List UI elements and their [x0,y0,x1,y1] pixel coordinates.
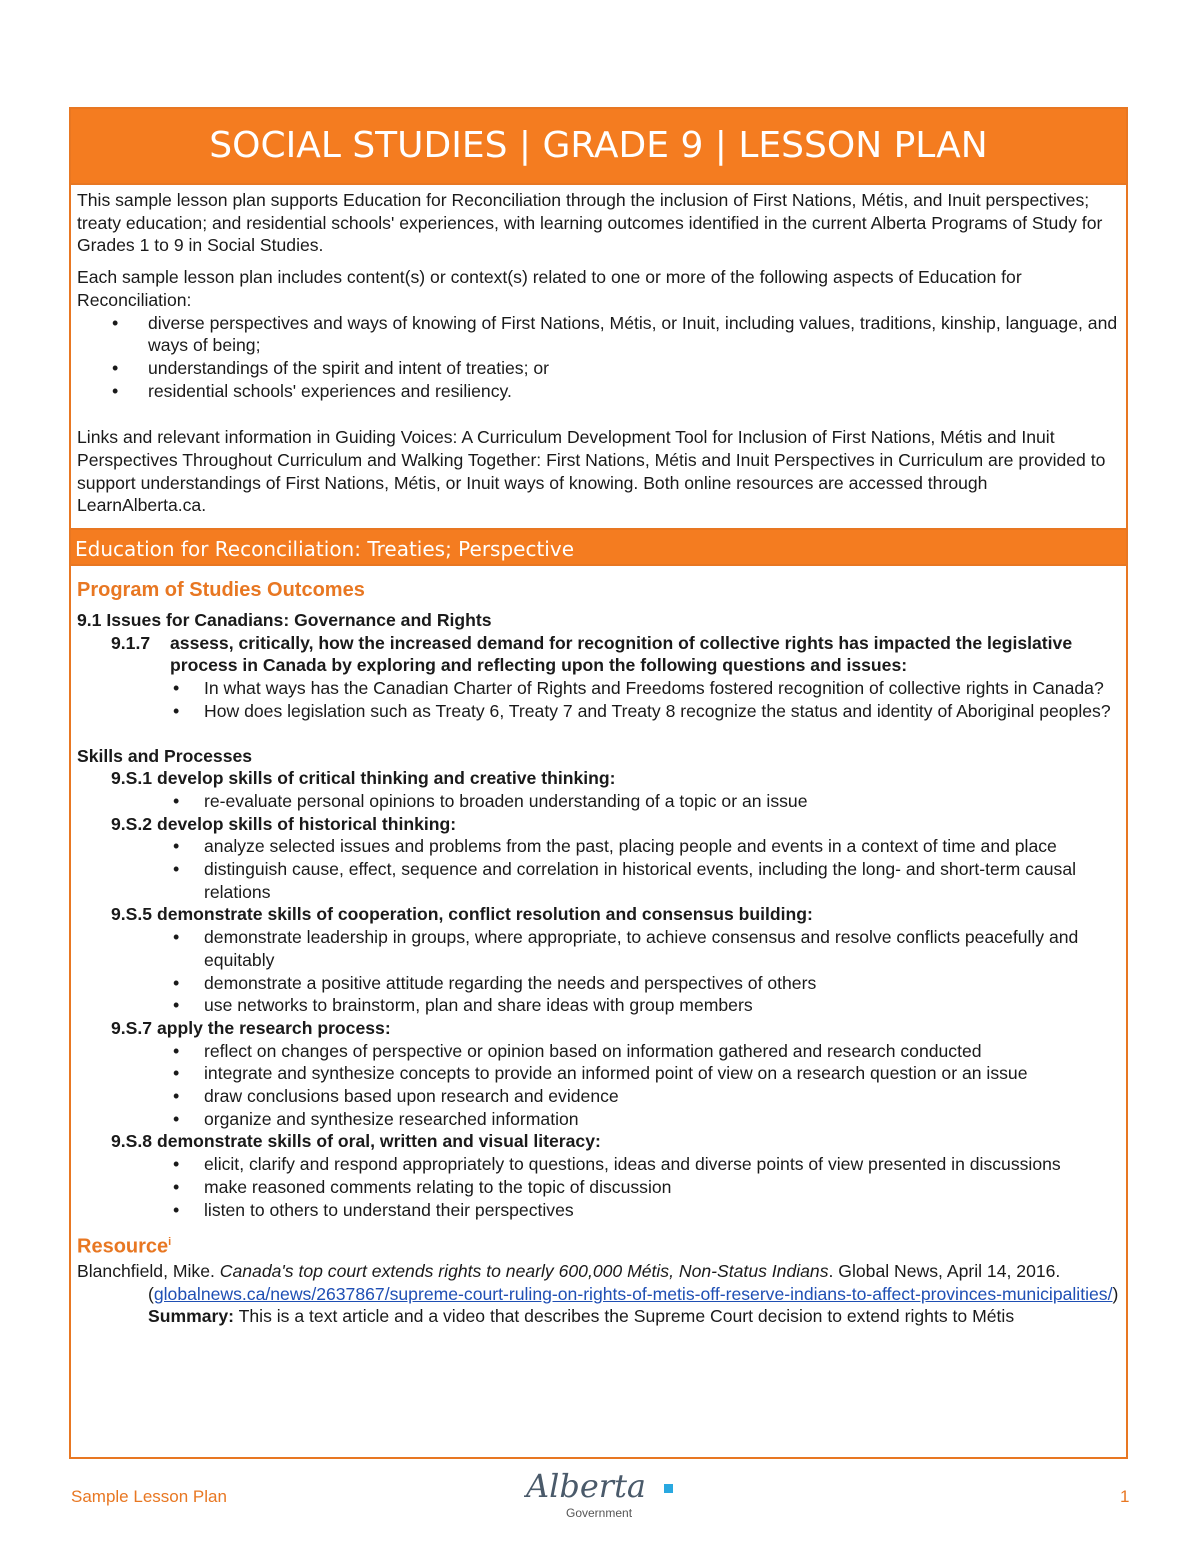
skill-group-list [77,1040,1120,1131]
list-item: • demonstrate a positive attitude regarding the needs and perspectives of others [77,972,1120,995]
skill-group-title: 9.S.2 develop skills of historical thinking: [111,813,457,834]
list-item: • analyze selected issues and problems from the past, placing people and events in a context of time and place [77,835,1120,858]
footer-label: Sample Lesson Plan [71,1487,227,1506]
main-content [77,577,1120,1328]
skill-group-title: 9.S.8 demonstrate skills of oral, written and visual literacy: [111,1131,601,1152]
list-item: • reflect on changes of perspective or opinion based on information gathered and research conducted [77,1040,1120,1063]
section-header: Education for Reconciliation: Treaties; Perspective [71,528,1126,566]
outcome-text: assess, critically, how the increased demand for recognition of collective rights has impacted the legislative process in Canada by exploring and reflecting upon the following questions and issues: [170,632,1073,676]
skill-group-title: 9.S.5 demonstrate skills of cooperation, conflict resolution and consensus building: [111,904,813,925]
summary-label: Summary: [148,1306,235,1327]
skill-group-list [77,1153,1120,1221]
list-item: • understandings of the spirit and intent of treaties; or [77,357,1120,380]
list-item: • listen to others to understand their perspectives [77,1199,1120,1222]
list-item: • elicit, clarify and respond appropriately to questions, ideas and diverse points of view presented in discussions [77,1153,1120,1176]
skill-group-list [77,926,1120,1017]
resource-heading: Resource$^i$ [77,1235,172,1258]
aspects-list [77,312,1120,403]
unit-title: 9.1 Issues for Canadians: Governance and Rights [77,610,492,630]
citation-source: . Global News, April 14, 2016. ( [148,1260,1061,1304]
intro-paragraph-3: Links and relevant information in Guiding Voices: A Curriculum Development Tool for Inclusion of First Nations, Métis and Inuit Perspectives Throughout Curriculum and Walking Together: First Nations, Métis and Inuit Perspectives in Curriculum are provided to support understandings of First Nations, Métis, or Inuit ways of knowing. Both online resources are accessed through LearnAlberta.ca. [77,427,1106,516]
list-item: • In what ways has the Canadian Charter of Rights and Freedoms fostered recognition of collective rights in Canada? [77,677,1120,700]
list-item: • distinguish cause, effect, sequence and correlation in historical events, including the long- and short-term causal relations [77,858,1120,903]
list-item: • draw conclusions based upon research and evidence [77,1085,1120,1108]
skill-group-list [77,835,1120,903]
page-title: SOCIAL STUDIES | GRADE 9 | LESSON PLAN [71,109,1126,185]
list-item: • demonstrate leadership in groups, where appropriate, to achieve consensus and resolve conflicts peacefully and equitably [77,926,1120,971]
list-item: • How does legislation such as Treaty 6, Treaty 7 and Treaty 8 recognize the status and identity of Aboriginal peoples? [77,700,1120,723]
logo-word: Alberta [526,1467,646,1505]
intro-paragraph-1: This sample lesson plan supports Education for Reconciliation through the inclusion of First Nations, Métis, and Inuit perspectives; treaty education; and residential schools' experiences, with learning outcomes identified in the current Alberta Programs of Study for Grades 1 to 9 in Social Studies. [77,190,1103,256]
lesson-plan-frame [69,107,1128,1459]
alberta-logo [524,1467,684,1523]
citation-close: ) [1112,1283,1119,1304]
list-item: • use networks to brainstorm, plan and share ideas with group members [77,994,1120,1017]
skill-group-title: 9.S.7 apply the research process: [111,1017,391,1038]
logo-sub: Government [566,1506,633,1520]
list-item: • diverse perspectives and ways of knowing of First Nations, Métis, or Inuit, including values, traditions, kinship, language, and ways of being; [77,312,1120,357]
list-item: • residential schools' experiences and resiliency. [77,380,1120,403]
list-item: • integrate and synthesize concepts to provide an informed point of view on a research question or an issue [77,1062,1120,1085]
outcome-number: 9.1.7 [111,632,151,653]
summary-text: This is a text article and a video that describes the Supreme Court decision to extend rights to Métis [238,1306,1015,1327]
intro-paragraph-2: Each sample lesson plan includes content(s) or context(s) related to one or more of the following aspects of Education for Reconciliation: [77,267,1022,310]
outcome-questions [77,677,1120,722]
skill-group-list [77,790,1120,813]
skill-group-title: 9.S.1 develop skills of critical thinking and creative thinking: [111,768,616,789]
intro-section [77,183,1120,517]
footnote-mark: i [168,1236,172,1249]
outcome-917 [77,632,1120,677]
citation-link[interactable]: globalnews.ca/news/2637867/supreme-court-ruling-on-rights-of-metis-off-reserve-indians-to-affect-provinces-municipalities/ [153,1283,1113,1304]
resource-citation [77,1260,1120,1305]
logo-square-icon [664,1484,673,1493]
page-number: 1 [1120,1487,1130,1506]
program-heading: Program of Studies Outcomes [77,579,365,601]
list-item: • organize and synthesize researched information [77,1108,1120,1131]
citation-author: Blanchfield, Mike. [77,1260,215,1281]
list-item: • re-evaluate personal opinions to broaden understanding of a topic or an issue [77,790,1120,813]
skills-heading: Skills and Processes [77,745,253,766]
citation-title: Canada's top court extends rights to nearly 600,000 Métis, Non-Status Indians [219,1260,829,1281]
list-item: • make reasoned comments relating to the topic of discussion [77,1176,1120,1199]
resource-summary [77,1305,1120,1328]
